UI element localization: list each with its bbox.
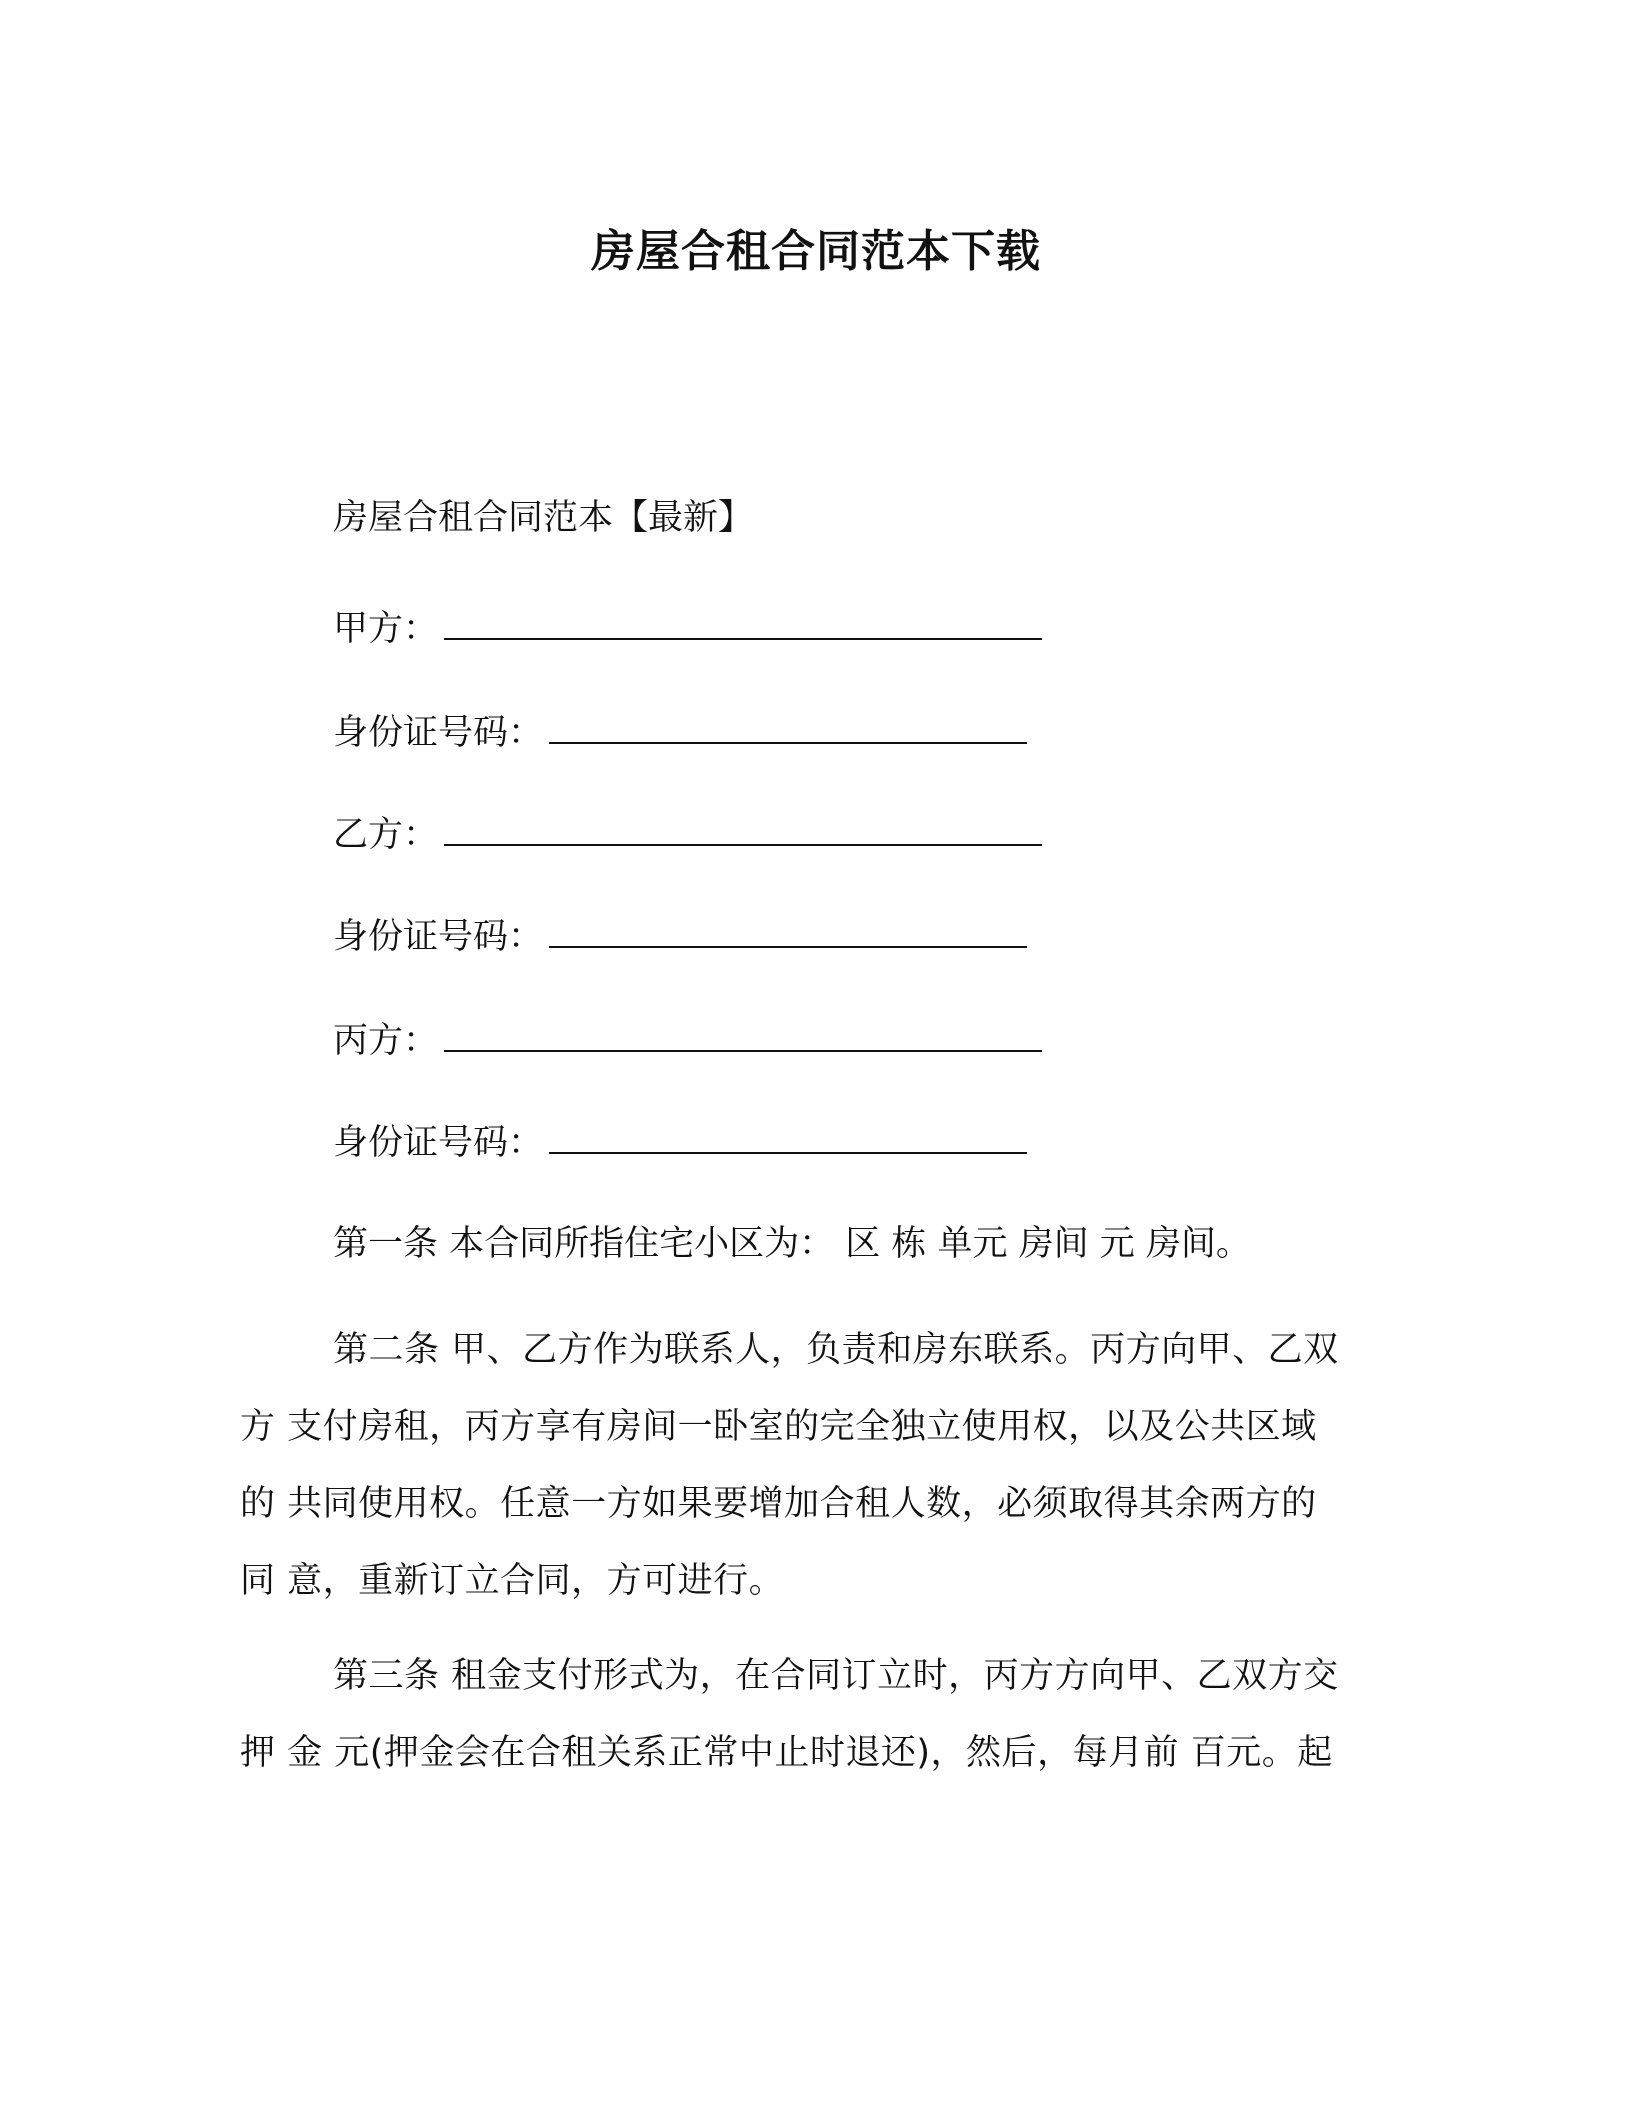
document-subtitle: 房屋合租合同范本【最新】 bbox=[333, 498, 754, 538]
clause-3-line: 押 金 元(押金会在合租关系正常中止时退还)，然后，每月前 百元。起 bbox=[240, 1733, 1333, 1773]
party-b-field bbox=[333, 808, 1042, 859]
party-c-field bbox=[333, 1014, 1042, 1065]
party-a-blank[interactable] bbox=[444, 602, 1042, 640]
party-a-id-blank[interactable] bbox=[549, 706, 1027, 744]
clause-2 bbox=[240, 1312, 1390, 1620]
party-a-label: 甲方： bbox=[333, 609, 439, 649]
party-b-blank[interactable] bbox=[444, 808, 1042, 846]
clause-2-line: 的 共同使用权。任意一方如果要增加合租人数，必须取得其余两方的 bbox=[240, 1484, 1317, 1524]
clause-1: 第一条 本合同所指住宅小区为： 区 栋 单元 房间 元 房间。 bbox=[333, 1224, 1251, 1264]
party-c-id-label: 身份证号码： bbox=[333, 1123, 544, 1163]
clause-2-line: 第二条 甲、乙方作为联系人，负责和房东联系。丙方向甲、乙双 bbox=[333, 1330, 1339, 1370]
party-c-id-blank[interactable] bbox=[549, 1116, 1027, 1154]
party-b-id-blank[interactable] bbox=[549, 910, 1027, 948]
party-b-label: 乙方： bbox=[333, 815, 439, 855]
party-b-id-label: 身份证号码： bbox=[333, 917, 544, 957]
party-a-id-field bbox=[333, 706, 1027, 757]
party-b-id-field bbox=[333, 910, 1027, 961]
clause-2-line: 同 意，重新订立合同，方可进行。 bbox=[240, 1561, 785, 1601]
document-title: 房屋合租合同范本下载 bbox=[591, 226, 1041, 277]
party-a-field bbox=[333, 602, 1042, 653]
party-c-id-field bbox=[333, 1116, 1027, 1167]
clause-2-line: 方 支付房租，丙方享有房间一卧室的完全独立使用权，以及公共区域 bbox=[240, 1407, 1317, 1447]
party-c-blank[interactable] bbox=[444, 1014, 1042, 1052]
clause-3-line: 第三条 租金支付形式为，在合同订立时，丙方方向甲、乙双方交 bbox=[333, 1656, 1339, 1696]
party-c-label: 丙方： bbox=[333, 1021, 439, 1061]
party-a-id-label: 身份证号码： bbox=[333, 713, 544, 753]
clause-3 bbox=[240, 1638, 1390, 1792]
